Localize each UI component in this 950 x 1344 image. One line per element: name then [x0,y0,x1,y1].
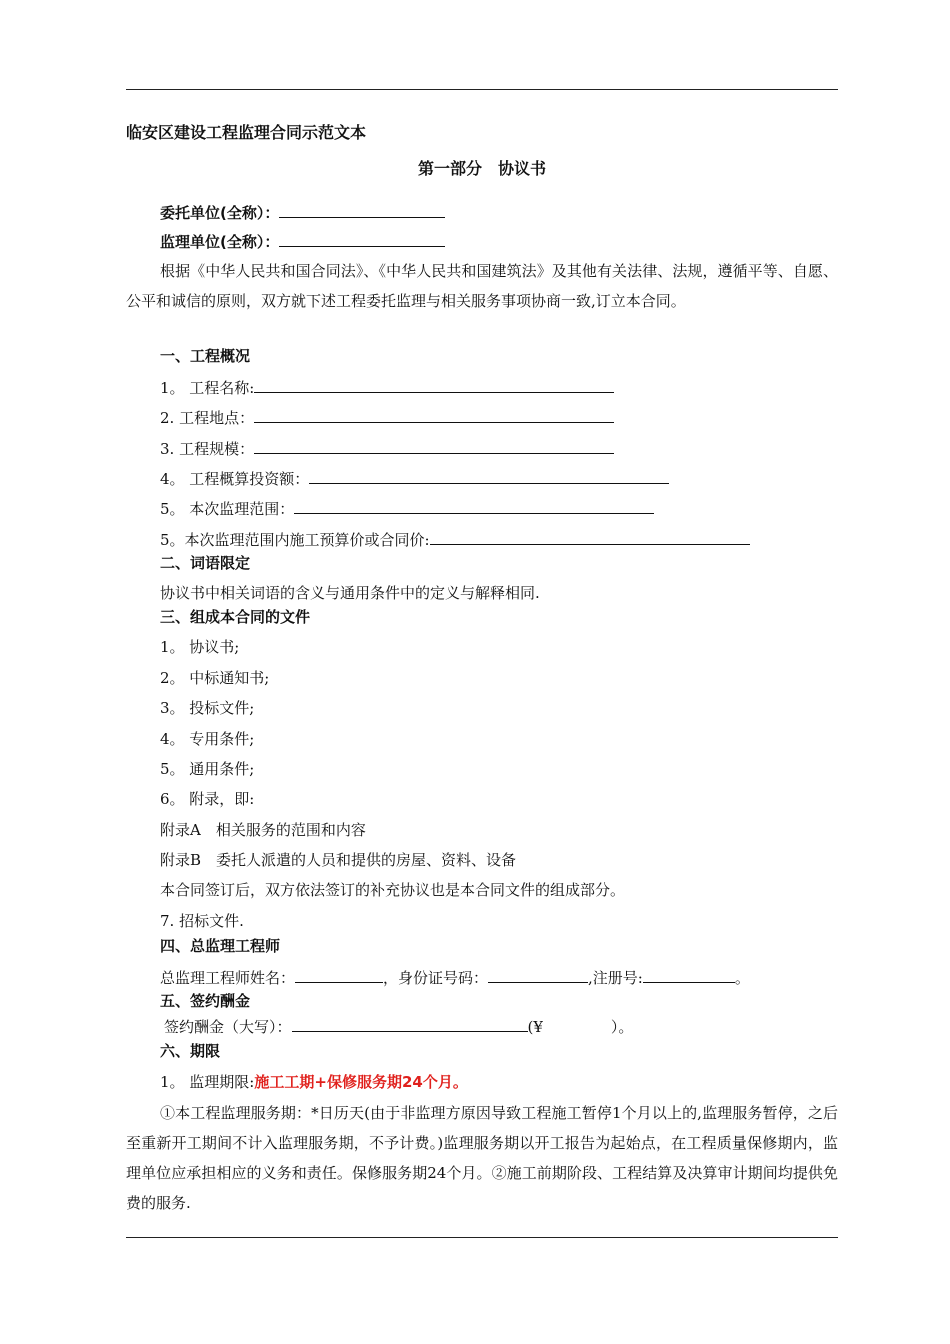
section-2-heading: 二、词语限定 [160,554,251,572]
project-scale-blank [254,437,614,454]
intro-paragraph: 根据《中华人民共和国合同法》、《中华人民共和国建筑法》及其他有关法律、法规，遵循平等、自愿、公平和诚信的原则，双方就下述工程委托监理与相关服务事项协商一致,订立本合同。 [126,262,838,310]
header-rule [126,89,838,90]
part-title: 第一部分 协议书 [417,159,546,178]
budget-row [160,528,750,550]
list-item: 5。 通用条件; [160,760,255,778]
chief-engineer-row [160,966,750,988]
list-item: 3。 投标文件; [160,699,255,717]
budget-label: 5。本次监理范围内施工预算价或合同价: [160,531,430,549]
section-5-heading: 五、签约酬金 [160,992,251,1010]
budget-blank [430,528,750,545]
list-item: 6。 附录，即: [160,790,255,808]
fee-yen: (¥ [527,1018,543,1036]
list-item: 2。 中标通知书; [160,669,270,687]
client-label: 委托单位(全称）： [160,204,280,222]
client-row [160,201,445,223]
registration-blank [643,966,735,983]
supervisor-label: 监理单位(全称）： [160,233,280,251]
project-name-row [160,376,614,398]
supervisor-blank [279,230,445,247]
row-end: 。 [734,969,750,987]
section-6-heading: 六、期限 [160,1042,221,1060]
scope-blank [294,497,654,514]
engineer-name-label: 总监理工程师姓名： [160,969,296,987]
section-2-text: 协议书中相关词语的含义与通用条件中的定义与解释相同. [160,584,540,602]
fee-close: ）。 [610,1018,634,1036]
fee-row [164,1015,633,1037]
fee-label: 签约酬金（大写）： [164,1018,292,1036]
section-1-heading: 一、工程概况 [160,347,251,365]
document-title: 临安区建设工程监理合同示范文本 [126,123,367,142]
scope-row [160,497,654,519]
id-number-label: ，身份证号码： [383,969,489,987]
list-item: 本合同签订后，双方依法签订的补充协议也是本合同文件的组成部分。 [160,881,626,899]
footer-rule [126,1237,838,1238]
project-name-label: 1。 工程名称: [160,379,255,397]
supervisor-row [160,230,445,252]
list-item: 附录A 相关服务的范围和内容 [160,821,366,839]
term-label: 1。 监理期限: [160,1073,255,1091]
project-scale-row [160,437,614,459]
scope-label: 5。 本次监理范围： [160,500,295,518]
id-number-blank [488,966,588,983]
section-4-heading: 四、总监理工程师 [160,937,281,955]
investment-label: 4。 工程概算投资额： [160,470,310,488]
engineer-name-blank [295,966,383,983]
investment-row [160,467,669,489]
list-item: 附录B 委托人派遣的人员和提供的房屋、资料、设备 [160,851,517,869]
fee-words-blank [292,1015,528,1032]
section-3-heading: 三、组成本合同的文件 [160,608,311,626]
client-blank [279,201,445,218]
list-item: 7. 招标文件. [160,912,244,930]
project-location-blank [254,406,614,423]
project-location-label: 2. 工程地点： [160,409,255,427]
project-scale-label: 3. 工程规模： [160,440,255,458]
term-row [160,1072,468,1092]
term-value: 施工工期+保修服务期24个月。 [254,1073,468,1091]
registration-label: ,注册号: [588,969,643,987]
investment-blank [309,467,669,484]
list-item: 1。 协议书; [160,638,240,656]
term-paragraph: ①本工程监理服务期：*日历天(由于非监理方原因导致工程施工暂停1个月以上的,监理服务暂停，之后至重新开工期间不计入监理服务期，不予计费。)监理服务期以开工报告为起始点，在工程质量保修期内，监理单位应承担相应的义务和责任。保修服务期24个月。②施工前期阶段、工程结算及决算审计期间均提供免费的服务. [126,1104,838,1212]
project-name-blank [254,376,614,393]
project-location-row [160,406,614,428]
list-item: 4。 专用条件; [160,730,255,748]
